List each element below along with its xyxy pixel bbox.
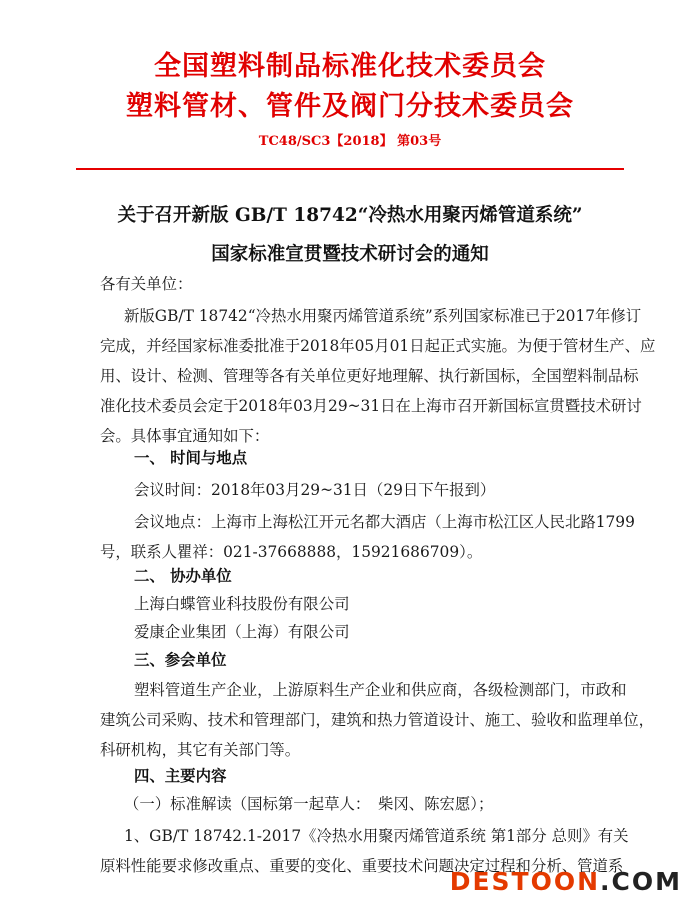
red-divider-line xyxy=(76,168,624,170)
notice-title-line1: 关于召开新版 GB/T 18742“冷热水用聚丙烯管道系统” xyxy=(117,205,583,226)
co-organizer-item: 上海白蝶管业科技股份有限公司 xyxy=(134,595,350,613)
org-name-line2: 塑料管材、管件及阀门分技术委员会 xyxy=(126,91,574,122)
document-number: TC48/SC3【2018】 第03号 xyxy=(258,134,442,149)
section4-heading: 四、主要内容 xyxy=(134,767,227,785)
section2-heading: 二、 协办单位 xyxy=(134,567,232,585)
participants-line: 建筑公司采购、技术和管理部门，建筑和热力管道设计、施工、验收和监理单位， xyxy=(100,711,655,729)
section3-heading: 三、参会单位 xyxy=(134,651,227,669)
watermark-part1: DESTOON xyxy=(449,867,601,896)
watermark-part2: .COM xyxy=(600,867,682,896)
intro-line: 准化技术委员会定于2018年03月29~31日在上海市召开新国标宣贯暨技术研讨 xyxy=(100,397,642,415)
participants-line: 科研机构，其它有关部门等。 xyxy=(100,741,301,759)
co-organizer-item: 爱康企业集团（上海）有限公司 xyxy=(134,623,350,641)
org-name-line1: 全国塑料制品标准化技术委员会 xyxy=(154,51,546,82)
content-sub-heading: （一）标准解读（国标第一起草人： 柴冈、陈宏愿）； xyxy=(124,795,494,813)
salutation: 各有关单位： xyxy=(100,275,193,293)
watermark-logo xyxy=(450,867,682,896)
intro-line: 完成，并经国家标准委批准于2018年05月01日起正式实施。为便于管材生产、应 xyxy=(100,337,656,355)
section1-heading: 一、 时间与地点 xyxy=(134,449,248,467)
notice-title-line2: 国家标准宣贯暨技术研讨会的通知 xyxy=(211,244,489,265)
meeting-time: 会议时间：2018年03月29~31日（29日下午报到） xyxy=(134,481,496,499)
participants-line: 塑料管道生产企业，上游原料生产企业和供应商，各级检测部门，市政和 xyxy=(134,681,627,699)
intro-line: 用、设计、检测、管理等各有关单位更好地理解、执行新国标，全国塑料制品标 xyxy=(100,367,639,385)
content-item-line1: 1、GB/T 18742.1-2017《冷热水用聚丙烯管道系统 第1部分 总则》有关 xyxy=(124,827,629,845)
meeting-place-line1: 会议地点：上海市上海松江开元名都大酒店（上海市松江区人民北路1799 xyxy=(134,513,635,531)
content-item-line2: 原料性能要求修改重点、重要的变化、重要技术问题决定过程和分析、管道系 xyxy=(100,857,624,875)
intro-line: 会。具体事宜通知如下： xyxy=(100,427,270,445)
meeting-place-line2: 号，联系人瞿祥：021-37668888，15921686709）。 xyxy=(100,543,483,561)
intro-line: 新版GB/T 18742“冷热水用聚丙烯管道系统”系列国家标准已于2017年修订 xyxy=(124,307,642,325)
